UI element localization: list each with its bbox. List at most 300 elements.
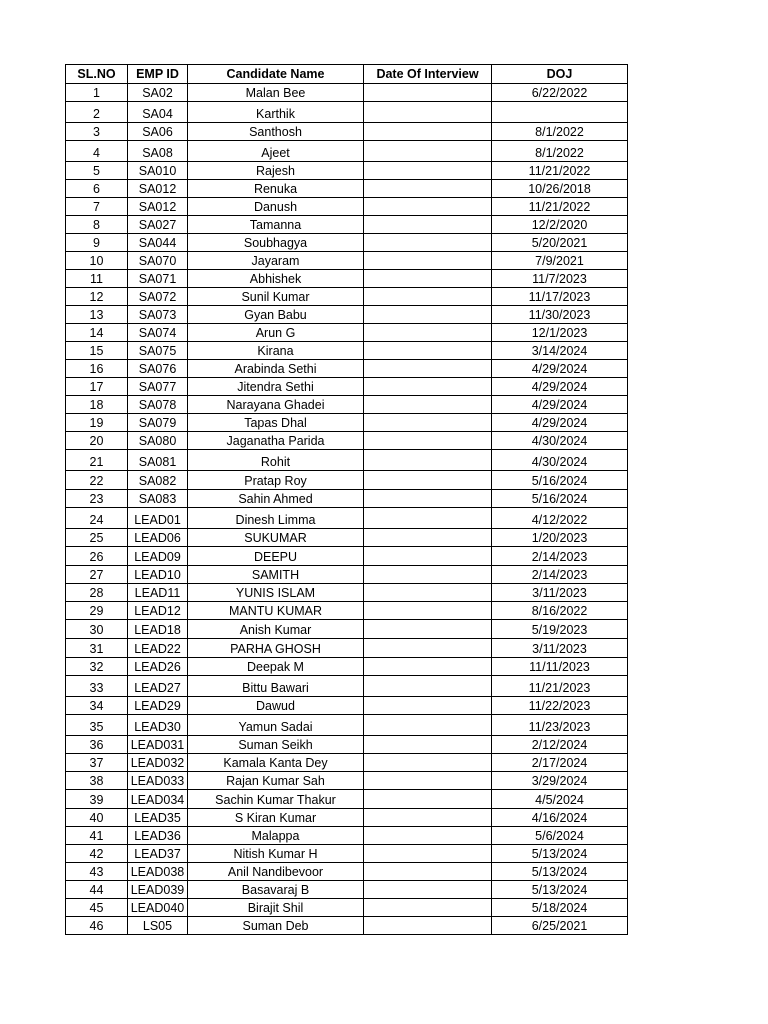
cell-sl-no-text: 18	[89, 398, 104, 412]
cell-sl-no	[66, 697, 128, 715]
cell-candidate-name-text: Yamun Sadai	[238, 720, 313, 734]
cell-date-of-interview	[364, 216, 492, 234]
cell-emp-id	[128, 736, 188, 754]
cell-emp-id-text: LEAD29	[134, 699, 181, 713]
cell-sl-no	[66, 790, 128, 809]
cell-doj	[492, 471, 628, 490]
cell-emp-id-text: SA081	[138, 455, 177, 469]
cell-doj	[492, 102, 628, 123]
cell-date-of-interview	[364, 881, 492, 899]
cell-candidate-name	[188, 790, 364, 809]
cell-doj-text: 6/22/2022	[531, 86, 588, 100]
cell-doj	[492, 324, 628, 342]
cell-candidate-name-text: Deepak M	[247, 660, 304, 674]
cell-sl-no	[66, 360, 128, 378]
cell-doj	[492, 252, 628, 270]
cell-candidate-name-text: SAMITH	[251, 568, 300, 582]
cell-emp-id-text: SA070	[138, 254, 177, 268]
cell-doj-text: 4/29/2024	[531, 380, 588, 394]
cell-candidate-name-text: Sahin Ahmed	[238, 492, 313, 506]
cell-sl-no-text: 25	[89, 531, 104, 545]
cell-emp-id	[128, 772, 188, 790]
cell-candidate-name	[188, 658, 364, 676]
cell-doj	[492, 863, 628, 881]
table-row	[66, 342, 628, 360]
cell-sl-no-text: 38	[89, 774, 104, 788]
table-row	[66, 490, 628, 508]
table-row	[66, 529, 628, 547]
cell-emp-id-text: SA010	[138, 164, 177, 178]
cell-doj-text: 10/26/2018	[528, 182, 591, 196]
table-row	[66, 378, 628, 396]
cell-candidate-name-text: Arun G	[255, 326, 296, 340]
cell-candidate-name-text: Rohit	[260, 455, 291, 469]
cell-sl-no-text: 42	[89, 847, 104, 861]
cell-doj	[492, 547, 628, 566]
table-row	[66, 584, 628, 602]
cell-sl-no	[66, 102, 128, 123]
cell-doj-text: 1/20/2023	[531, 531, 588, 545]
cell-emp-id-text: SA071	[138, 272, 177, 286]
cell-sl-no	[66, 827, 128, 845]
cell-sl-no-text: 5	[93, 164, 100, 178]
column-header-emp-id: EMP ID	[128, 65, 188, 84]
cell-emp-id	[128, 432, 188, 450]
cell-date-of-interview	[364, 584, 492, 602]
cell-emp-id	[128, 396, 188, 414]
cell-candidate-name-text: DEEPU	[253, 550, 298, 564]
cell-emp-id	[128, 216, 188, 234]
cell-emp-id	[128, 306, 188, 324]
cell-date-of-interview	[364, 772, 492, 790]
cell-sl-no-text: 37	[89, 756, 104, 770]
cell-candidate-name-text: Santhosh	[249, 125, 302, 139]
cell-emp-id-text: LEAD039	[130, 883, 185, 897]
column-header-sl-no: SL.NO	[66, 65, 128, 84]
cell-emp-id	[128, 658, 188, 676]
cell-emp-id-text: SA012	[138, 182, 177, 196]
cell-sl-no	[66, 658, 128, 676]
cell-sl-no	[66, 863, 128, 881]
cell-doj	[492, 602, 628, 620]
cell-doj	[492, 141, 628, 162]
cell-sl-no-text: 45	[89, 901, 104, 915]
cell-sl-no-text: 21	[89, 455, 104, 469]
cell-candidate-name-text: Tamanna	[249, 218, 302, 232]
cell-candidate-name	[188, 252, 364, 270]
table-row	[66, 508, 628, 529]
cell-emp-id-text: LEAD11	[134, 586, 181, 600]
cell-candidate-name	[188, 899, 364, 917]
cell-candidate-name	[188, 697, 364, 715]
cell-doj	[492, 676, 628, 697]
cell-candidate-name-text: Kirana	[257, 344, 294, 358]
cell-sl-no-text: 33	[89, 681, 104, 695]
cell-candidate-name-text: YUNIS ISLAM	[235, 586, 316, 600]
cell-emp-id-text: LEAD18	[134, 623, 181, 637]
header-row	[66, 65, 628, 84]
cell-doj	[492, 508, 628, 529]
cell-emp-id-text: SA082	[138, 474, 177, 488]
cell-doj-text: 4/29/2024	[531, 398, 588, 412]
table-row	[66, 863, 628, 881]
cell-candidate-name	[188, 141, 364, 162]
cell-sl-no-text: 40	[89, 811, 104, 825]
cell-sl-no-text: 8	[93, 218, 100, 232]
cell-doj-text: 7/9/2021	[535, 254, 584, 268]
cell-candidate-name	[188, 772, 364, 790]
cell-sl-no	[66, 123, 128, 141]
cell-doj	[492, 639, 628, 658]
cell-doj-text: 4/29/2024	[531, 362, 588, 376]
table-row	[66, 234, 628, 252]
cell-candidate-name-text: Jayaram	[251, 254, 300, 268]
cell-emp-id	[128, 547, 188, 566]
cell-emp-id-text: SA08	[142, 146, 173, 160]
cell-sl-no-text: 6	[93, 182, 100, 196]
cell-doj-text: 11/17/2023	[528, 290, 591, 304]
cell-doj	[492, 736, 628, 754]
cell-doj	[492, 772, 628, 790]
cell-doj-text: 2/14/2023	[531, 568, 588, 582]
cell-emp-id-text: LEAD038	[130, 865, 185, 879]
cell-sl-no-text: 11	[90, 272, 103, 286]
cell-emp-id-text: SA075	[138, 344, 177, 358]
cell-date-of-interview	[364, 162, 492, 180]
table-row	[66, 432, 628, 450]
cell-sl-no	[66, 809, 128, 827]
cell-candidate-name-text: Kamala Kanta Dey	[223, 756, 328, 770]
table-row	[66, 715, 628, 736]
cell-sl-no-text: 34	[89, 699, 104, 713]
cell-emp-id	[128, 471, 188, 490]
cell-doj-text: 11/30/2023	[528, 308, 591, 322]
cell-date-of-interview	[364, 378, 492, 396]
cell-doj-text: 11/11/2023	[529, 660, 590, 674]
cell-doj	[492, 180, 628, 198]
cell-date-of-interview	[364, 736, 492, 754]
table-row	[66, 736, 628, 754]
cell-candidate-name	[188, 584, 364, 602]
cell-emp-id	[128, 790, 188, 809]
cell-doj	[492, 123, 628, 141]
cell-doj	[492, 450, 628, 471]
cell-doj	[492, 490, 628, 508]
cell-candidate-name	[188, 602, 364, 620]
cell-sl-no	[66, 141, 128, 162]
cell-sl-no-text: 36	[89, 738, 104, 752]
cell-sl-no-text: 35	[89, 720, 104, 734]
cell-candidate-name	[188, 639, 364, 658]
table-row	[66, 102, 628, 123]
table-row	[66, 471, 628, 490]
cell-emp-id	[128, 715, 188, 736]
cell-emp-id	[128, 917, 188, 935]
table-row	[66, 809, 628, 827]
cell-candidate-name	[188, 529, 364, 547]
cell-candidate-name	[188, 216, 364, 234]
cell-emp-id	[128, 234, 188, 252]
table-row	[66, 917, 628, 935]
table-row	[66, 414, 628, 432]
cell-sl-no-text: 44	[89, 883, 104, 897]
cell-sl-no-text: 31	[89, 642, 104, 656]
cell-doj-text: 4/29/2024	[531, 416, 588, 430]
cell-candidate-name-text: Ajeet	[261, 146, 290, 160]
cell-candidate-name	[188, 471, 364, 490]
table-row	[66, 881, 628, 899]
table-row	[66, 899, 628, 917]
cell-emp-id	[128, 490, 188, 508]
cell-date-of-interview	[364, 490, 492, 508]
cell-candidate-name	[188, 162, 364, 180]
table-row	[66, 216, 628, 234]
cell-candidate-name-text: Pratap Roy	[244, 474, 307, 488]
candidate-table	[65, 64, 628, 935]
cell-sl-no	[66, 414, 128, 432]
cell-emp-id	[128, 584, 188, 602]
cell-emp-id	[128, 180, 188, 198]
cell-doj-text: 5/16/2024	[531, 492, 588, 506]
cell-sl-no-text: 24	[89, 513, 104, 527]
table-row	[66, 270, 628, 288]
cell-date-of-interview	[364, 917, 492, 935]
cell-sl-no	[66, 216, 128, 234]
table-row	[66, 198, 628, 216]
cell-emp-id-text: SA012	[138, 200, 177, 214]
cell-sl-no-text: 27	[89, 568, 104, 582]
cell-date-of-interview	[364, 566, 492, 584]
cell-emp-id	[128, 697, 188, 715]
cell-date-of-interview	[364, 141, 492, 162]
cell-sl-no	[66, 772, 128, 790]
table-row	[66, 84, 628, 102]
cell-emp-id-text: SA02	[142, 86, 173, 100]
cell-sl-no	[66, 754, 128, 772]
cell-sl-no-text: 15	[89, 344, 104, 358]
cell-date-of-interview	[364, 471, 492, 490]
cell-doj-text: 3/11/2023	[532, 586, 587, 600]
cell-doj	[492, 288, 628, 306]
cell-candidate-name	[188, 306, 364, 324]
cell-date-of-interview	[364, 697, 492, 715]
table-row	[66, 827, 628, 845]
cell-candidate-name-text: Suman Seikh	[238, 738, 313, 752]
cell-doj	[492, 198, 628, 216]
cell-doj-text: 4/16/2024	[531, 811, 588, 825]
cell-doj	[492, 306, 628, 324]
cell-doj-text: 4/30/2024	[531, 455, 588, 469]
cell-emp-id-text: LEAD12	[134, 604, 181, 618]
cell-doj-text: 11/21/2022	[528, 200, 591, 214]
cell-candidate-name-text: Gyan Babu	[244, 308, 307, 322]
cell-emp-id	[128, 102, 188, 123]
cell-sl-no	[66, 378, 128, 396]
cell-sl-no	[66, 899, 128, 917]
cell-date-of-interview	[364, 899, 492, 917]
table-row	[66, 360, 628, 378]
cell-candidate-name-text: Dinesh Limma	[235, 513, 316, 527]
column-header-doj: DOJ	[492, 65, 628, 84]
cell-emp-id	[128, 881, 188, 899]
cell-candidate-name-text: Arabinda Sethi	[234, 362, 317, 376]
cell-doj	[492, 658, 628, 676]
cell-doj	[492, 881, 628, 899]
cell-date-of-interview	[364, 180, 492, 198]
cell-emp-id-text: LEAD031	[130, 738, 185, 752]
cell-date-of-interview	[364, 845, 492, 863]
cell-sl-no-text: 10	[89, 254, 104, 268]
cell-doj-text: 5/6/2024	[535, 829, 584, 843]
cell-sl-no-text: 19	[89, 416, 104, 430]
cell-date-of-interview	[364, 414, 492, 432]
cell-doj-text: 2/12/2024	[531, 738, 588, 752]
cell-doj-text: 3/11/2023	[532, 642, 587, 656]
cell-doj	[492, 216, 628, 234]
cell-candidate-name-text: Rajesh	[256, 164, 295, 178]
cell-sl-no-text: 7	[93, 200, 100, 214]
cell-doj	[492, 584, 628, 602]
cell-date-of-interview	[364, 863, 492, 881]
cell-date-of-interview	[364, 827, 492, 845]
cell-doj-text: 4/30/2024	[531, 434, 588, 448]
cell-emp-id	[128, 141, 188, 162]
cell-doj-text: 5/13/2024	[531, 865, 588, 879]
cell-emp-id-text: SA04	[142, 107, 173, 121]
table-row	[66, 288, 628, 306]
cell-doj	[492, 809, 628, 827]
cell-sl-no	[66, 639, 128, 658]
cell-doj	[492, 529, 628, 547]
cell-doj-text: 2/14/2023	[531, 550, 588, 564]
cell-candidate-name	[188, 450, 364, 471]
table-row	[66, 324, 628, 342]
cell-emp-id	[128, 288, 188, 306]
cell-candidate-name-text: Malappa	[251, 829, 300, 843]
cell-emp-id-text: LEAD26	[134, 660, 181, 674]
cell-sl-no-text: 9	[93, 236, 100, 250]
cell-sl-no	[66, 270, 128, 288]
cell-emp-id	[128, 620, 188, 639]
cell-doj-text: 5/19/2023	[531, 623, 588, 637]
cell-doj	[492, 378, 628, 396]
cell-doj	[492, 270, 628, 288]
cell-sl-no-text: 46	[89, 919, 104, 933]
cell-sl-no	[66, 252, 128, 270]
cell-date-of-interview	[364, 450, 492, 471]
cell-doj	[492, 234, 628, 252]
cell-sl-no	[66, 584, 128, 602]
cell-sl-no-text: 43	[89, 865, 104, 879]
cell-candidate-name	[188, 180, 364, 198]
table-row	[66, 252, 628, 270]
cell-candidate-name-text: Renuka	[253, 182, 298, 196]
cell-date-of-interview	[364, 84, 492, 102]
cell-sl-no	[66, 715, 128, 736]
cell-doj-text: 5/16/2024	[531, 474, 588, 488]
cell-sl-no	[66, 396, 128, 414]
cell-date-of-interview	[364, 234, 492, 252]
cell-emp-id	[128, 378, 188, 396]
table-row	[66, 123, 628, 141]
cell-doj-text: 8/1/2022	[535, 125, 584, 139]
cell-candidate-name	[188, 234, 364, 252]
cell-candidate-name	[188, 566, 364, 584]
cell-candidate-name	[188, 547, 364, 566]
cell-candidate-name	[188, 754, 364, 772]
cell-sl-no	[66, 508, 128, 529]
cell-candidate-name-text: Anil Nandibevoor	[227, 865, 324, 879]
cell-sl-no-text: 29	[89, 604, 104, 618]
cell-date-of-interview	[364, 658, 492, 676]
cell-doj	[492, 396, 628, 414]
cell-sl-no-text: 30	[89, 623, 104, 637]
cell-emp-id	[128, 899, 188, 917]
table-row	[66, 639, 628, 658]
cell-doj	[492, 414, 628, 432]
cell-sl-no-text: 12	[89, 290, 104, 304]
cell-emp-id	[128, 360, 188, 378]
cell-emp-id-text: LEAD033	[130, 774, 185, 788]
table-row	[66, 396, 628, 414]
cell-doj-text: 3/29/2024	[531, 774, 588, 788]
table-row	[66, 141, 628, 162]
cell-emp-id-text: SA080	[138, 434, 177, 448]
cell-doj	[492, 697, 628, 715]
cell-emp-id-text: LEAD27	[134, 681, 181, 695]
cell-candidate-name	[188, 881, 364, 899]
cell-date-of-interview	[364, 102, 492, 123]
cell-candidate-name	[188, 432, 364, 450]
cell-date-of-interview	[364, 620, 492, 639]
cell-date-of-interview	[364, 676, 492, 697]
cell-emp-id-text: SA079	[138, 416, 177, 430]
cell-emp-id-text: LEAD032	[130, 756, 185, 770]
cell-emp-id	[128, 162, 188, 180]
cell-sl-no	[66, 162, 128, 180]
table-row	[66, 697, 628, 715]
cell-candidate-name-text: SUKUMAR	[244, 531, 307, 545]
cell-date-of-interview	[364, 360, 492, 378]
cell-candidate-name-text: Malan Bee	[245, 86, 306, 100]
cell-emp-id-text: LEAD034	[130, 793, 185, 807]
cell-sl-no-text: 3	[93, 125, 100, 139]
table-row	[66, 845, 628, 863]
cell-doj	[492, 754, 628, 772]
cell-emp-id-text: SA078	[138, 398, 177, 412]
cell-sl-no	[66, 529, 128, 547]
cell-candidate-name	[188, 270, 364, 288]
cell-emp-id	[128, 566, 188, 584]
cell-sl-no-text: 32	[89, 660, 104, 674]
cell-candidate-name	[188, 198, 364, 216]
cell-candidate-name	[188, 809, 364, 827]
cell-candidate-name-text: Suman Deb	[242, 919, 309, 933]
cell-candidate-name-text: Karthik	[256, 107, 295, 121]
table-row	[66, 162, 628, 180]
cell-candidate-name-text: Jaganatha Parida	[226, 434, 325, 448]
cell-doj	[492, 342, 628, 360]
cell-doj-text: 5/13/2024	[531, 883, 588, 897]
cell-doj	[492, 917, 628, 935]
table-row	[66, 450, 628, 471]
cell-candidate-name	[188, 288, 364, 306]
cell-sl-no-text: 14	[89, 326, 104, 340]
cell-sl-no-text: 26	[89, 550, 104, 564]
cell-sl-no-text: 1	[93, 86, 100, 100]
cell-candidate-name	[188, 715, 364, 736]
cell-date-of-interview	[364, 396, 492, 414]
